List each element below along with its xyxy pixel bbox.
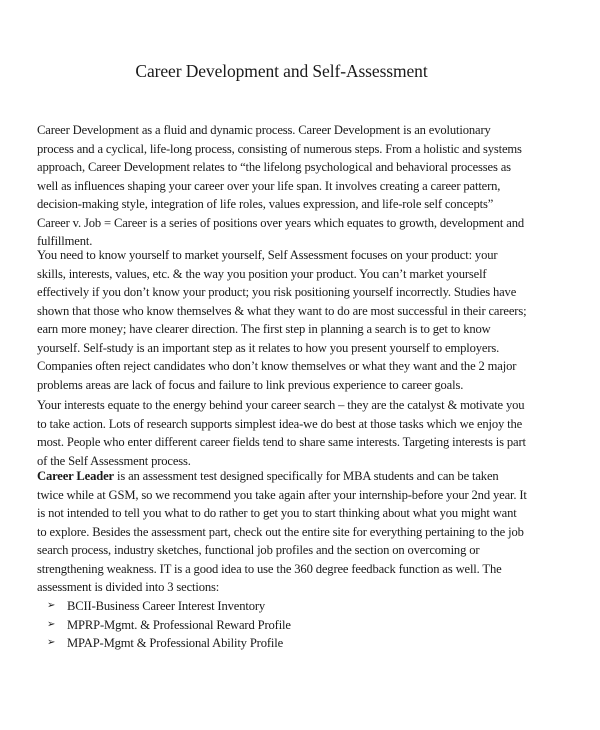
list-item	[47, 634, 527, 653]
list-item-label: MPRP-Mgmt. & Professional Reward Profile	[67, 617, 291, 632]
career-leader-label: Career Leader	[37, 469, 114, 483]
arrowhead-bullet-icon: ➢	[47, 637, 56, 648]
arrowhead-bullet-icon: ➢	[47, 618, 56, 630]
paragraph-know-yourself: You need to know yourself to market yourself, Self Assessment focuses on your product: your skills, interests, values, etc. & the way you position your product. You can’t market yourself effectively if you don’t know your product; you risk positioning yourself incorrectly. Studies have shown that those who know themselves & what they want to do are most successful in their careers; earn more money; have clearer direction. The first step in planning a search is to get to know yourself. Self-study is an important step as it relates to how you present yourself to employers. Companies often reject candidates who don’t know themselves or what they want and the 2 major problems areas are lack of focus and failure to link previous experience to career goals.	[37, 248, 527, 392]
paragraph-interests: Your interests equate to the energy behind your career search – they are the catalyst & motivate you to take action. Lots of research supports simplest idea-we do best at those tasks which we enjoy the most. People who enter different career fields tend to share same interests. Targeting interests is part of the Self Assessment process.	[37, 398, 526, 468]
list-item-label: BCII-Business Career Interest Inventory	[67, 599, 266, 613]
career-leader-text: is an assessment test designed specifically for MBA students and can be taken twice while at GSM, so we recommend you take again after your internship-before your 2nd year. It is not intended to tell you what to do rather to get you to start thinking about what you might want to explore. Besides the assessment part, check out the entire site for everything pertaining to the job search process, industry sketches, functional job profiles and the section on overcoming or strengthening weakness. IT is a good idea to use the 360 degree feedback function as well. The assessment is divided into 3 sections:	[37, 469, 527, 594]
arrowhead-bullet-icon: ➢	[47, 600, 56, 611]
list-item	[47, 597, 527, 616]
assessment-sections-list	[47, 597, 527, 653]
paragraph-career-leader	[37, 467, 527, 597]
paragraph-career-development: Career Development as a fluid and dynamic process. Career Development is an evolutionary process and a cyclical, life-long process, consisting of numerous steps. From a holistic and systems approach, Career Development relates to “the lifelong psychological and behavioral processes as well as influences shaping your career over your life span. It involves creating a career pattern, decision-making style, integration of life roles, values expression, and life-role self concepts” Career v. Job = Career is a series of positions over years which equates to growth, development and fulfillment.	[37, 123, 524, 248]
page-title: Career Development and Self-Assessment	[135, 61, 428, 81]
list-item	[47, 616, 527, 635]
list-item-label: MPAP-Mgmt & Professional Ability Profile	[67, 636, 284, 650]
